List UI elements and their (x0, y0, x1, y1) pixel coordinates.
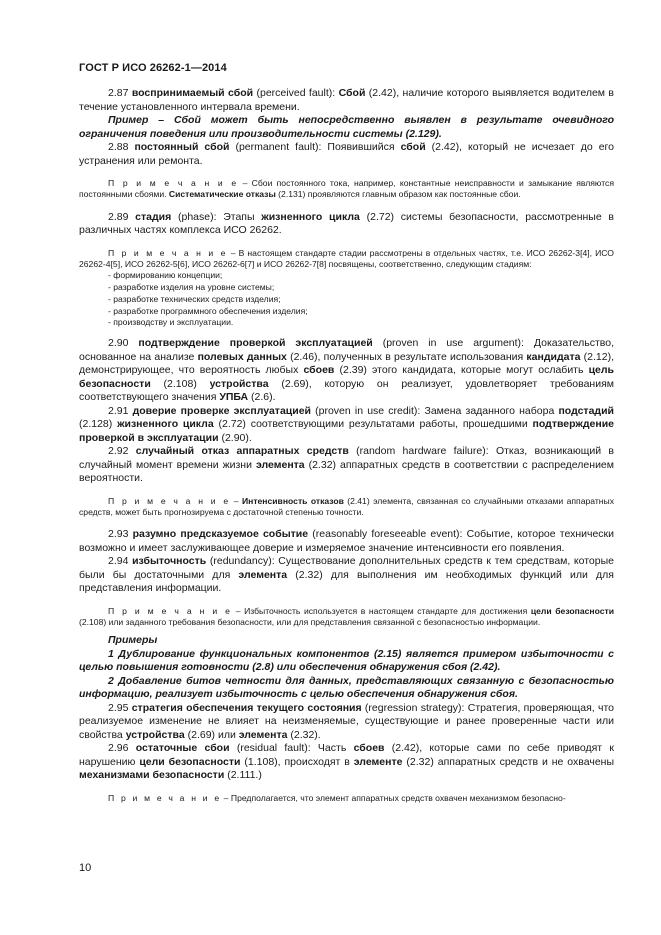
document-body (79, 87, 614, 804)
example-2-87: Пример – Сбой может быть непосредственно выявлен в результате очевидного ограничения поведения или производительности системы (2.129). (79, 114, 614, 140)
list-item: - производству и эксплуатации. (108, 317, 234, 328)
list-item: - формированию концепции; (108, 270, 223, 281)
page-header: ГОСТ Р ИСО 26262-1—2014 (79, 62, 227, 74)
list-item: - разработке программного обеспечения изделия; (108, 305, 308, 316)
list-item: - разработке изделия на уровне системы; (108, 281, 275, 292)
note-2-94: П р и м е ч а н и е – Избыточность используется в настоящем стандарте для достижения цели безопасности (2.108) или заданного требования безопасности, или для представления связанной с безопасностью информации. (79, 605, 614, 628)
term-2-89: 2.89 стадия (phase): Этапы жизненного цикла (2.72) системы безопасности, рассмотренные в различных частях комплекса ИСО 26262. (79, 210, 614, 237)
note-2-89: П р и м е ч а н и е – В настоящем стандарте стадии рассмотрены в отдельных частях, т.е. ИСО 26262-3[4], ИСО 26262-4[5], ИСО 26262-5[6], ИСО 26262-6[7] и ИСО 26262-7[8] посвящены, соответственно, следующим стадиям: (79, 247, 614, 269)
example-2: 2 Добавление битов четности для данных, представляющих связанную с безопасностью информацию, реализует избыточность с целью обеспечения обнаружения сбоя. (79, 674, 614, 701)
examples-title: Примеры (108, 634, 158, 647)
term-2-96: 2.96 остаточные сбои (residual fault): Часть сбоев (2.42), которые сами по себе приводят к нарушению цели безопасности (1.108), происходят в элементе (2.32) аппаратных средств и не охвачены механизмами безопасности (2.111.) (79, 742, 614, 782)
term-2-90: 2.90 подтверждение проверкой эксплуатацией (proven in use argument): Доказательство, основанное на анализе полевых данных (2.46), полученных в результате использования кандидата (2.12), демонстрирующее, что вероятность любых сбоев (2.39) этого кандидата, которые могут ослабить цель безопасности (2.108) устройства (2.69), которую он реализует, удовлетворяет требованиям соответствующего значения УПБА (2.6). (79, 337, 614, 404)
term-2-95: 2.95 стратегия обеспечения текущего состояния (regression strategy): Стратегия, проверяющая, что реализуемое изменение не влияет на неизменяемые, существующие и ранее проверенные части или свойства устройства (2.69) или элемента (2.32). (79, 701, 614, 741)
term-2-87: 2.87 воспринимаемый сбой (perceived fault): Сбой (2.42), наличие которого выявляется водителем в течение установленного интервала времени. (79, 87, 614, 113)
term-2-92: 2.92 случайный отказ аппаратных средств (random hardware failure): Отказ, возникающий в случайный момент времени жизни элемента (2.32) аппаратных средств в соответствии с распределением вероятности. (79, 445, 614, 485)
term-2-91: 2.91 доверие проверке эксплуатацией (proven in use credit): Замена заданного набора подстадий (2.128) жизненного цикла (2.72) соответствующими результатами работы, прошедшими подтверждение проверкой в эксплуатации (2.90). (79, 404, 614, 444)
note-2-96: П р и м е ч а н и е – Предполагается, что элемент аппаратных средств охвачен механизмом безопасно- (108, 792, 566, 803)
page-number: 10 (79, 862, 92, 874)
example-1: 1 Дублирование функциональных компонентов (2.15) является примером избыточности с целью повышения готовности (2.8) или обеспечения обнаружения сбоя (2.42). (79, 647, 614, 674)
term-2-88: 2.88 постоянный сбой (permanent fault): Появившийся сбой (2.42), который не исчезает до его устранения или ремонта. (79, 141, 614, 167)
note-2-88: П р и м е ч а н и е – Сбои постоянного тока, например, константные неисправности и замыкание являются постоянными сбоями. Систематические отказы (2.131) проявляются главным образом как постоянные сбои. (79, 178, 614, 200)
list-item: - разработке технических средств изделия; (108, 293, 281, 304)
term-2-93: 2.93 разумно предсказуемое событие (reasonably foreseeable event): Событие, которое технически возможно и имеет заслуживающее доверие и измеряемое значение интенсивности его появления. (79, 528, 615, 554)
note-2-92: П р и м е ч а н и е – Интенсивность отказов (2.41) элемента, связанная со случайными отказами аппаратных средств, может быть прогнозируема с достаточной степенью точности. (79, 495, 614, 517)
term-2-94: 2.94 избыточность (redundancy): Существование дополнительных средств к тем средствам, которые были бы достаточными для элемента (2.32) для выполнения им необходимых функций или для представления информации. (79, 555, 614, 595)
